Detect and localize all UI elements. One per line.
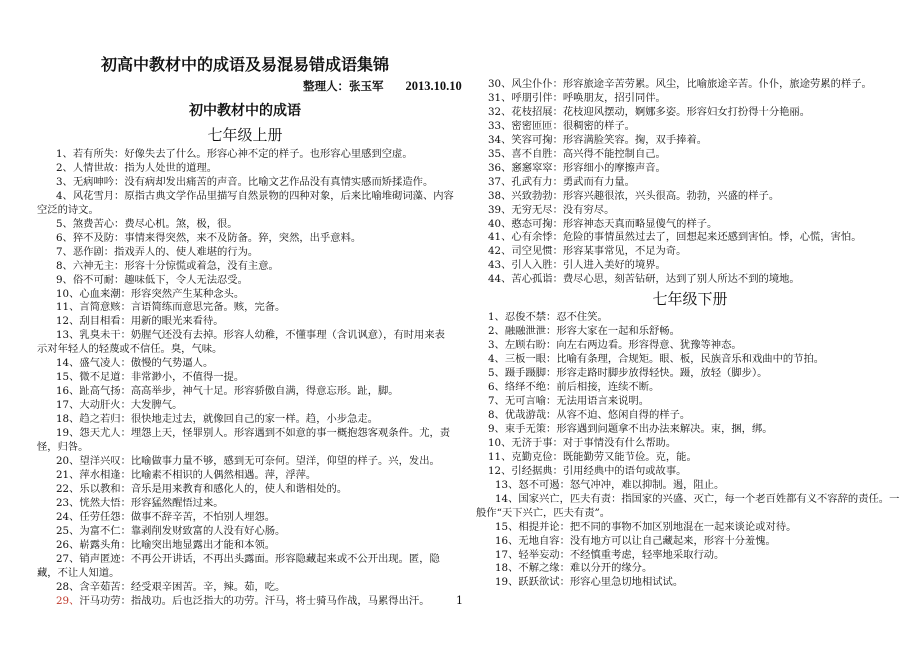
list-item: 1、忍俊不禁：忍不住笑。 (488, 311, 608, 324)
list-item: 6、猝不及防：事情来得突然，来不及防备。猝，突然，出乎意料。 (56, 231, 362, 244)
list-item: 2、融融泄泄：形容大家在一起和乐舒畅。 (488, 325, 680, 338)
list-item: 30、风尘仆仆：形容旅途辛苦劳累。风尘，比喻旅途辛苦。仆仆，旅途劳累的样子。 (488, 78, 872, 90)
list-item: 13、怒不可遏：怒气冲冲，难以抑制。遏，阻止。 (495, 478, 725, 491)
list-item: 17、大动肝火：大发脾气。 (56, 399, 183, 412)
list-item: 40、憨态可掬：形容神态天真而略显傻气的样子。 (488, 217, 718, 230)
byline (303, 78, 462, 94)
list-item: 35、喜不自胜：高兴得不能控制自己。 (488, 147, 666, 160)
list-item: 16、无地自容：没有地方可以让自己藏起来，形容十分羞愧。 (495, 534, 776, 547)
list-item: 5、蹑手蹑脚：形容走路时脚步放得轻快。蹑，放轻（脚步）。 (488, 367, 768, 380)
list-item: 28、含辛茹苦：经受艰辛困苦。辛，辣。茹，吃。 (56, 580, 286, 593)
list-item: 8、优哉游哉：从容不迫、悠闲自得的样子。 (488, 408, 691, 421)
list-item: 37、孔武有力：勇武而有力量。 (488, 175, 635, 188)
list-item: 10、无济于事：对于事情没有什么帮助。 (488, 436, 677, 449)
list-item: 38、兴致勃勃：形容兴趣很浓，兴头很高。勃勃，兴盛的样子。 (488, 189, 780, 202)
list-item: 15、相提并论：把不同的事物不加区别地混在一起来谈论或对待。 (495, 520, 797, 533)
list-item: 1、若有所失：好像失去了什么。形容心神不定的样子。也形容心里感到空虚。 (56, 148, 413, 160)
list-item: 12、刮目相看：用新的眼光来看待。 (56, 315, 224, 328)
list-item: 14、国家兴亡，匹夫有责：指国家的兴盛、灭亡，每一个老百姓都有义不容辞的责任。一般作“天下兴亡，匹夫有责”。 (476, 492, 900, 519)
list-item: 9、俗不可耐：趣味低下，令人无法忍受。 (56, 273, 248, 286)
list-item: 24、任劳任怨：做事不辞辛苦，不怕别人埋怨。 (56, 510, 276, 523)
list-item: 19、怨天尤人：埋怨上天，怪罪别人。形容遇到不如意的事一概抱怨客观条件。尤，责怪，归咎。 (37, 427, 451, 454)
list-item: 9、束手无策：形容遇到问题拿不出办法来解决。束，捆，绑。 (488, 422, 773, 435)
list-item: 4、三板一眼：比喻有条理，合规矩。眼、板，民族音乐和戏曲中的节拍。 (488, 353, 825, 366)
list-item: 10、心血来潮：形容突然产生某种念头。 (56, 287, 245, 300)
list-item: 6、络绎不绝：前后相接，连续不断。 (488, 381, 660, 394)
item-number: 29、 (56, 594, 80, 607)
list-item: 27、销声匿迹：不再公开讲话，不再出头露面。形容隐藏起来或不公开出现。匿，隐藏，不让人知道。 (37, 552, 440, 579)
list-item: 22、乐以教和：音乐是用来教育和感化人的，使人和谐相处的。 (56, 482, 348, 495)
list-item: 31、呼朋引伴：呼唤朋友，招引同伴。 (488, 91, 666, 104)
list-item: 43、引人入胜：引人进入美好的境界。 (488, 259, 666, 272)
list-item: 11、言简意赅：言语简练而意思完备。赅，完备。 (56, 301, 286, 314)
page-number: 1 (456, 594, 463, 607)
list-item: 36、窸窸窣窣：形容细小的摩擦声音。 (488, 161, 666, 174)
list-item: 26、崭露头角：比喻突出地显露出才能和本领。 (56, 538, 276, 551)
section-title: 初中教材中的成语 (189, 103, 301, 119)
list-item: 23、恍然大悟：形容猛然醒悟过来。 (56, 496, 224, 509)
list-item: 13、乳臭未干：奶腥气还没有去掉。形容人幼稚，不懂事理（含讥讽意），有时用来表示对年轻人的轻蔑或不信任。臭，气味。 (37, 329, 445, 356)
list-item: 5、煞费苦心：费尽心机。煞，极，很。 (56, 217, 238, 230)
list-item: 39、无穷无尽：没有穷尽。 (488, 203, 615, 216)
list-item: 25、为富不仁：靠剥削发财致富的人没有好心肠。 (56, 524, 286, 537)
list-item: 14、盛气凌人：傲慢的气势逼人。 (56, 357, 214, 370)
list-item: 34、笑容可掬：形容满脸笑容。掬，双手捧着。 (488, 133, 708, 146)
list-item: 32、花枝招展：花枝迎风摆动，婀娜多姿。形容妇女打扮得十分艳丽。 (488, 105, 811, 118)
document-title: 初高中教材中的成语及易混易错成语集锦 (100, 55, 389, 74)
list-item: 11、克勤克俭：既能勤劳又能节俭。克，能。 (488, 450, 697, 463)
list-item: 3、左顾右盼：向左右两边看。形容得意、犹豫等神态。 (488, 339, 742, 352)
list-item: 20、望洋兴叹：比喻做事力量不够，感到无可奈何。望洋，仰望的样子。兴，发出。 (56, 454, 440, 467)
list-item: 17、轻举妄动：不经慎重考虑，轻率地采取行动。 (495, 548, 725, 561)
grade7-lower-heading: 七年级下册 (652, 290, 728, 309)
list-item: 7、恶作剧：指戏弄人的、使人难堪的行为。 (56, 245, 259, 258)
author: 整理人：张玉军 (303, 79, 384, 93)
grade7-upper-heading: 七年级上册 (207, 126, 283, 144)
list-item: 7、无可言喻：无法用语言来说明。 (488, 395, 650, 408)
list-item: 42、司空见惯：形容某事常见，不足为奇。 (488, 245, 687, 258)
list-item: 19、跃跃欲试：形容心里急切地相试试。 (495, 576, 684, 589)
list-item (37, 595, 455, 609)
list-item: 15、微不足道：非常渺小，不值得一提。 (56, 371, 245, 384)
list-item: 3、无病呻吟：没有病却发出痛苦的声音。比喻文艺作品没有真情实感而矫揉造作。 (56, 175, 434, 188)
list-item: 12、引经据典：引用经典中的语句或故事。 (488, 464, 687, 477)
list-item: 41、心有余悸：危险的事情虽然过去了，回想起来还感到害怕。悸，心慌，害怕。 (488, 231, 862, 244)
date: 2013.10.10 (405, 79, 462, 93)
list-item: 4、风花雪月：原指古典文学作品里描写自然景物的四种对象，后来比喻堆砌词藻、内容空泛的诗文。 (37, 189, 454, 216)
right-column (476, 78, 904, 590)
list-item: 21、萍水相逢：比喻素不相识的人偶然相遇。萍，浮萍。 (56, 468, 317, 481)
item-text: 汗马功劳：指战功。后也泛指大的功劳。汗马，将士骑马作战，马累得出汗。 (79, 594, 430, 607)
list-item: 44、苦心孤诣：费尽心思，刻苦钻研，达到了别人所达不到的境地。 (488, 273, 800, 286)
left-column (37, 148, 455, 608)
list-item: 8、六神无主：形容十分惊慌或着急，没有主意。 (56, 259, 279, 272)
list-item: 18、趋之若归：很快地走过去，就像回自己的家一样。趋，小步急走。 (56, 413, 379, 426)
list-item: 2、人情世故：指为人处世的道理。 (56, 161, 218, 174)
list-item: 16、趾高气扬：高高举步，神气十足。形容骄傲自满，得意忘形。趾，脚。 (56, 385, 399, 398)
list-item: 33、密密匝匝：很稠密的样子。 (488, 119, 635, 132)
list-item: 18、不解之缘：难以分开的缘分。 (495, 562, 653, 575)
